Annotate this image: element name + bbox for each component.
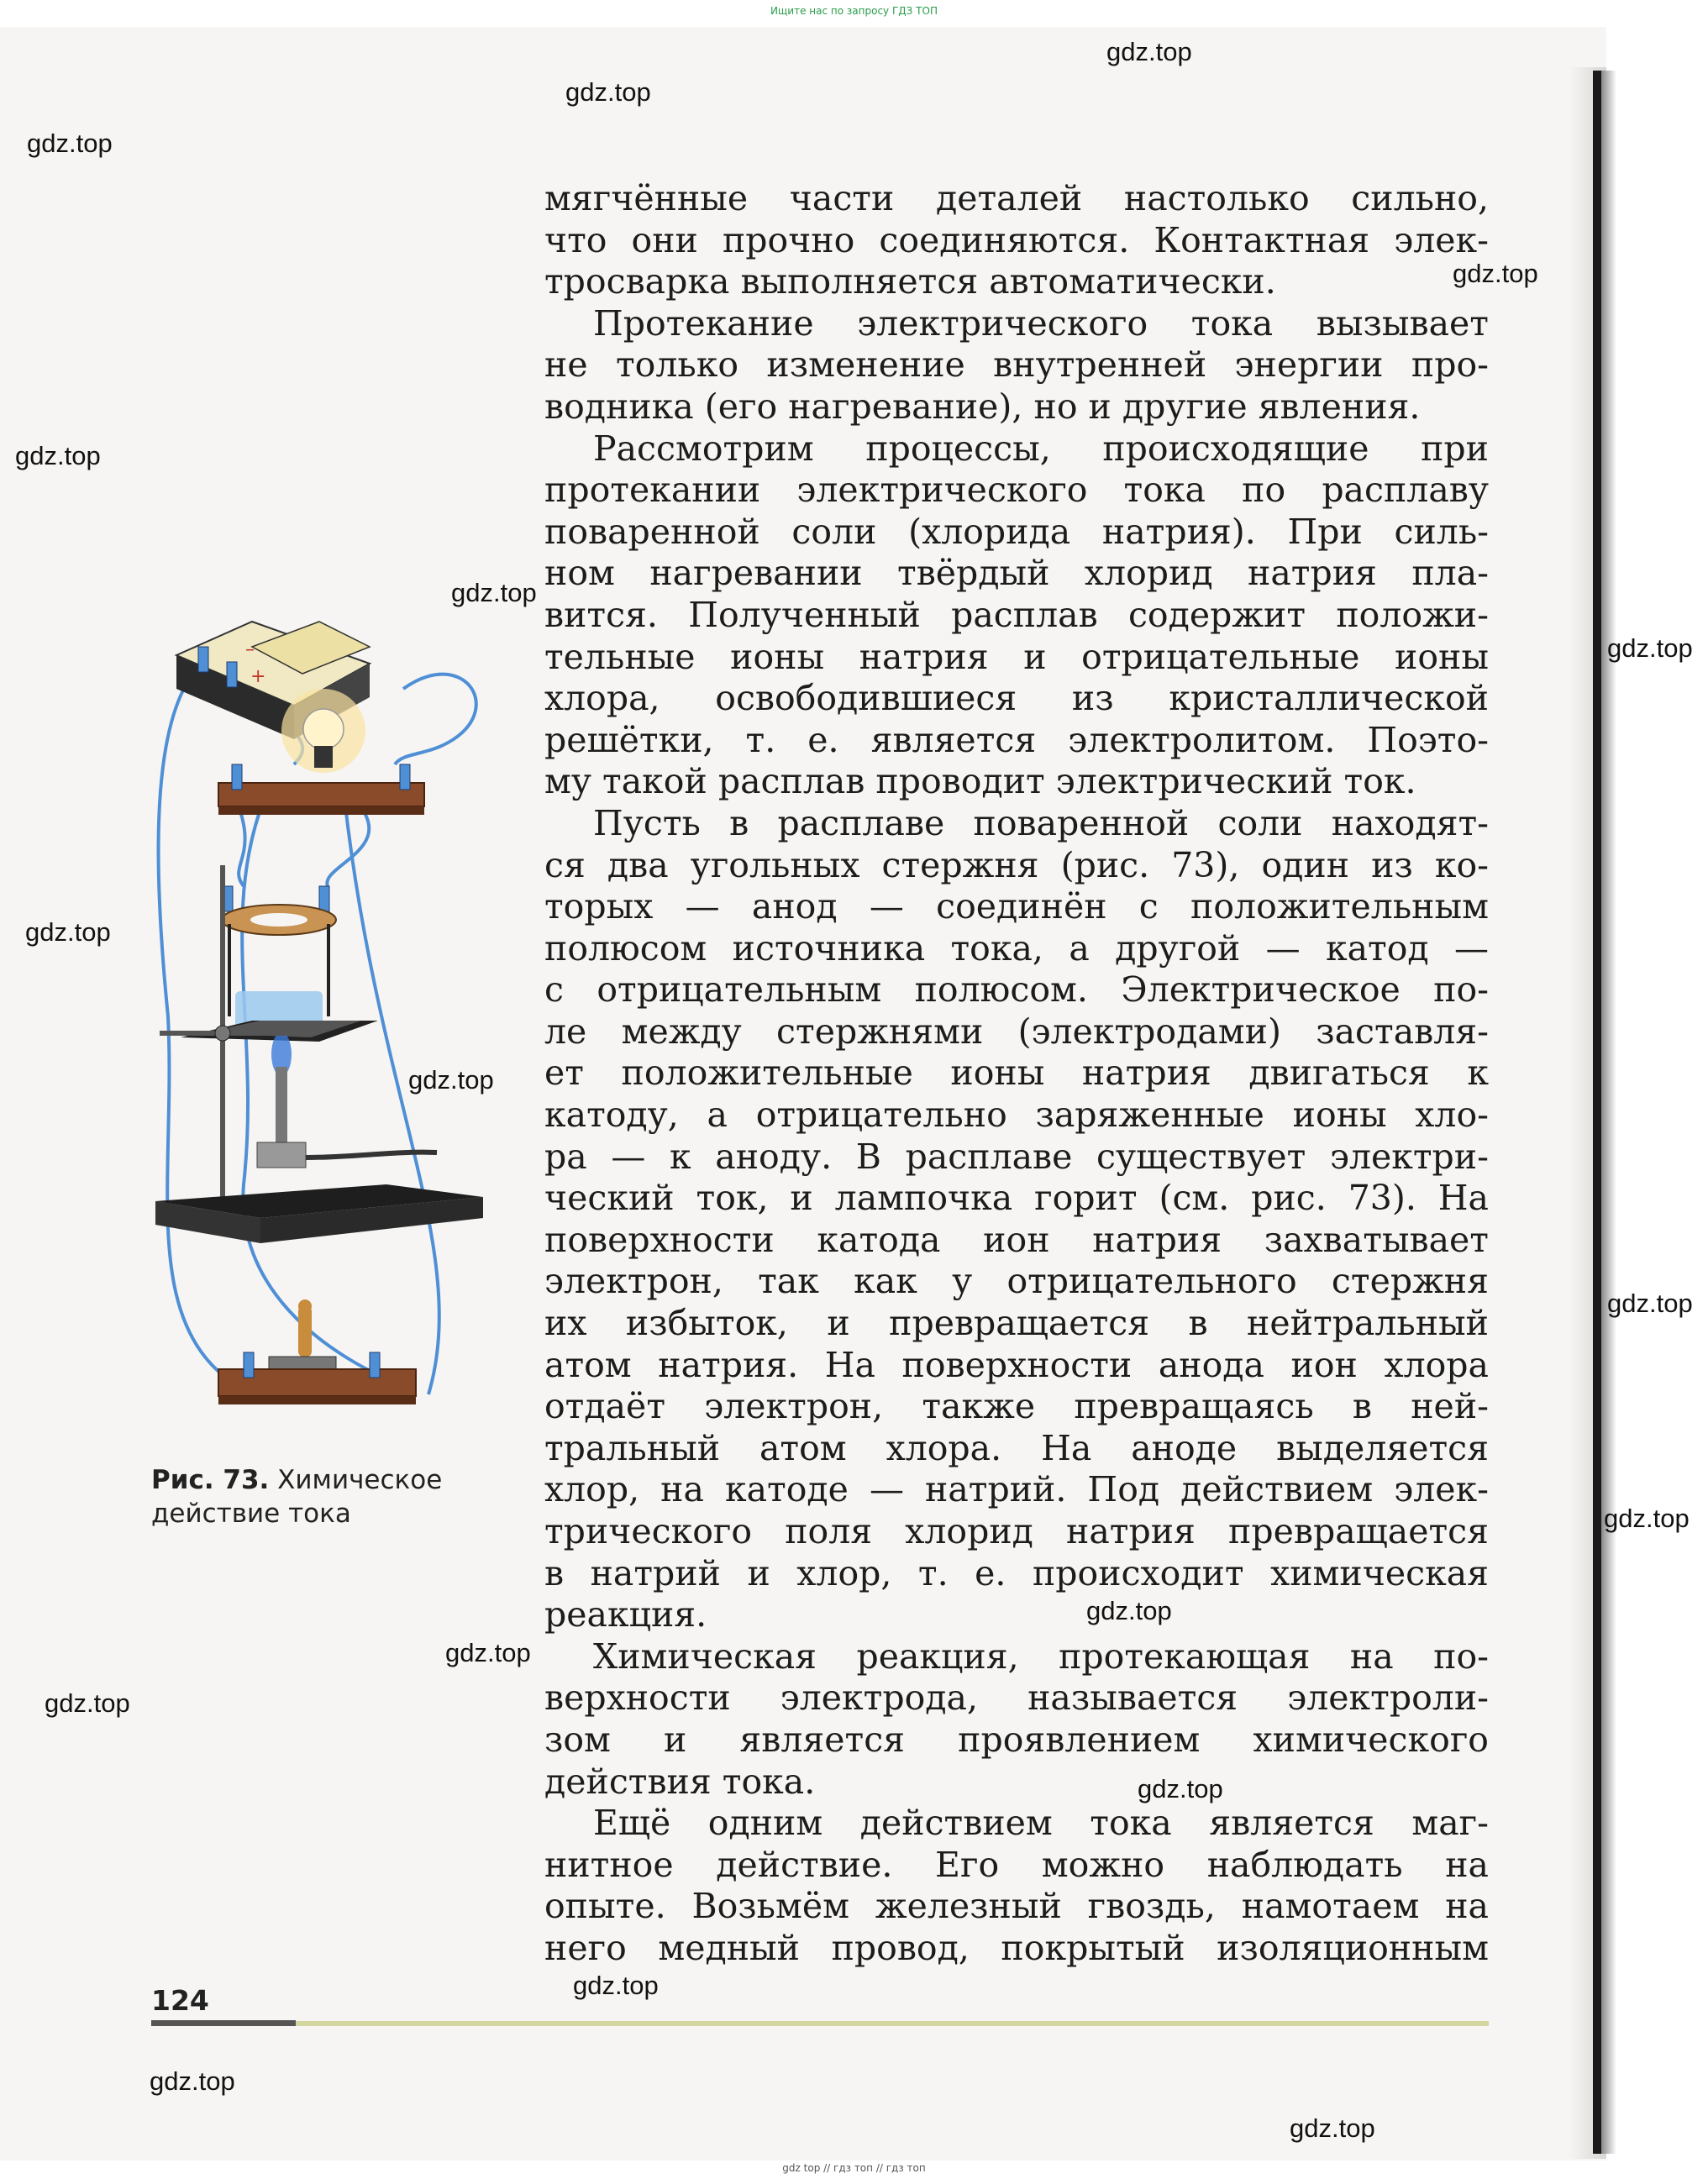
text-line: поваренной соли (хлорида натрия). При силь- <box>544 511 1489 552</box>
figure-caption-text: Химическое действие тока <box>151 1465 443 1529</box>
text-line: не только изменение внутренней энергии про- <box>544 344 1489 386</box>
text-line: водника (его нагревание), но и другие явления. <box>544 386 1421 427</box>
text-line: решётки, т. е. является электролитом. Поэто- <box>544 719 1489 760</box>
text-line: Ещё одним действием тока является маг- <box>593 1803 1489 1844</box>
watermark: gdz.top <box>1106 37 1192 66</box>
text-line: Протекание электрического тока вызывает <box>593 302 1489 344</box>
text-line: торых — анод — соединён с положительным <box>544 886 1489 927</box>
text-line: ном нагревании твёрдый хлорид натрия пла- <box>544 553 1489 594</box>
footer-rule-dark <box>151 2020 296 2026</box>
watermark: gdz.top <box>1453 259 1538 288</box>
text-line: Химическая реакция, протекающая на по- <box>593 1635 1489 1677</box>
text-line: верхности электрода, называется электроли- <box>544 1677 1489 1719</box>
text-line: опыте. Возьмём железный гвоздь, намотаем на <box>544 1886 1489 1927</box>
book-spine <box>1593 71 1601 2154</box>
watermark: gdz.top <box>1604 1504 1690 1533</box>
text-line: отдаёт электрон, также превращаясь в ней- <box>544 1386 1489 1427</box>
text-line: с отрицательным полюсом. Электрическое по- <box>544 969 1489 1011</box>
watermark: gdz.top <box>445 1638 531 1667</box>
figure-caption-label: Рис. 73. <box>151 1465 270 1495</box>
watermark: gdz.top <box>27 129 113 158</box>
figure-caption <box>151 1463 504 1530</box>
text-line: Пусть в расплаве поваренной соли находят- <box>593 802 1489 843</box>
watermark: gdz.top <box>15 441 101 470</box>
text-line: поверхности катода ион натрия захватывает <box>544 1219 1489 1260</box>
watermark: gdz.top <box>1290 2113 1375 2143</box>
footer-rule <box>296 2021 1489 2026</box>
text-line: полюсом источника тока, а другой — катод — <box>544 927 1489 969</box>
page-number: 124 <box>151 1984 209 2017</box>
book-spine-edge <box>1601 71 1616 2154</box>
watermark: gdz.top <box>1607 1289 1693 1318</box>
watermark: gdz.top <box>451 578 537 607</box>
text-line: него медный провод, покрытый изоляционным <box>544 1927 1489 1968</box>
watermark: gdz.top <box>565 77 651 107</box>
watermark: gdz.top <box>25 917 111 947</box>
text-line: электрон, так как у отрицательного стержня <box>544 1261 1489 1302</box>
svg-text:–: – <box>245 639 255 660</box>
text-line: вится. Полученный расплав содержит положи- <box>544 594 1489 635</box>
text-line: Рассмотрим процессы, происходящие при <box>593 428 1489 469</box>
text-line: хлора, освободившиеся из кристаллической <box>544 678 1489 719</box>
text-line: трического поля хлорид натрия превращается <box>544 1511 1489 1551</box>
bottom-note: gdz top // гдз топ // гдз топ <box>782 2162 926 2174</box>
text-line: в натрий и хлор, т. е. происходит химическая <box>544 1552 1489 1593</box>
watermark: gdz.top <box>150 2066 235 2096</box>
top-search-note[interactable]: Ищите нас по запросу ГДЗ ТОП <box>770 5 938 17</box>
text-line: тральный атом хлора. На аноде выделяется <box>544 1427 1489 1468</box>
text-line: действия тока. <box>544 1761 816 1802</box>
text-line: тельные ионы натрия и отрицательные ионы <box>544 636 1489 677</box>
text-line: мягчённые части деталей настолько сильно, <box>544 178 1489 218</box>
watermark: gdz.top <box>573 1971 659 2000</box>
text-line: хлор, на катоде — натрий. Под действием элек- <box>544 1469 1489 1510</box>
watermark: gdz.top <box>45 1688 130 1718</box>
text-line: ся два угольных стержня (рис. 73), один из ко- <box>544 844 1489 885</box>
svg-text:+: + <box>250 666 266 687</box>
watermark: gdz.top <box>1086 1596 1172 1625</box>
watermark: gdz.top <box>1607 633 1693 663</box>
text-line: ет положительные ионы натрия двигаться к <box>544 1053 1489 1094</box>
text-line: ра — к аноду. В расплаве существует электри- <box>544 1136 1489 1177</box>
text-line: атом натрия. На поверхности анода ион хлора <box>544 1344 1489 1385</box>
text-line: ле между стержнями (электродами) заставля- <box>544 1011 1489 1052</box>
text-line: нитное действие. Его можно наблюдать на <box>544 1844 1489 1885</box>
text-line: катоду, а отрицательно заряженные ионы хло- <box>544 1095 1489 1136</box>
text-line: их избыток, и превращается в нейтральный <box>544 1303 1489 1344</box>
text-line: что они прочно соединяются. Контактная элек- <box>544 219 1489 260</box>
text-line: протекании электрического тока по расплаву <box>544 470 1489 511</box>
text-line: ческий ток, и лампочка горит (см. рис. 73). На <box>544 1178 1489 1219</box>
switch <box>218 1299 416 1404</box>
figure-73-illustration <box>151 596 504 1453</box>
watermark: gdz.top <box>1138 1774 1223 1803</box>
text-line: зом и является проявлением химического <box>544 1719 1489 1760</box>
watermark: gdz.top <box>408 1065 494 1095</box>
text-line: му такой расплав проводит электрический ток. <box>544 761 1416 802</box>
text-line: реакция. <box>544 1594 707 1635</box>
text-line: тросварка выполняется автоматически. <box>544 261 1276 302</box>
body-text <box>544 178 1489 1970</box>
